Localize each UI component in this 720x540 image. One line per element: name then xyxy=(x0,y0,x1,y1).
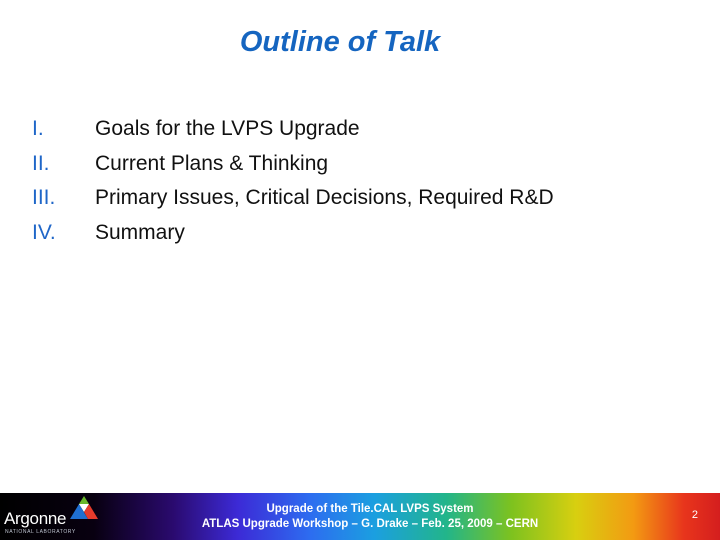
logo-text: Argonne xyxy=(4,509,67,528)
outline-item xyxy=(32,181,692,216)
outline-item xyxy=(32,147,692,182)
outline-item-text: Primary Issues, Critical Decisions, Required R&D xyxy=(95,186,554,209)
logo-subtext: NATIONAL LABORATORY xyxy=(5,529,76,535)
outline-numeral: IV. xyxy=(32,220,56,244)
outline-item xyxy=(32,216,692,251)
footer-line-2: ATLAS Upgrade Workshop – G. Drake – Feb. 25, 2009 – CERN xyxy=(201,518,539,530)
outline-numeral: II. xyxy=(32,151,50,175)
outline-numeral: I. xyxy=(32,117,44,140)
slide-title: Outline of Talk xyxy=(239,26,441,58)
argonne-logo xyxy=(4,495,100,537)
footer-line-1: Upgrade of the Tile.CAL LVPS System xyxy=(266,503,474,515)
outline-item-text: Summary xyxy=(95,220,185,244)
argonne-triangle-logo-icon xyxy=(68,495,100,521)
outline-item-text: Goals for the LVPS Upgrade xyxy=(95,117,360,140)
footer-bar xyxy=(0,493,720,540)
page-number: 2 xyxy=(691,509,698,521)
outline-numeral: III. xyxy=(32,186,56,209)
footer-caption xyxy=(170,502,570,532)
outline-item-text: Current Plans & Thinking xyxy=(95,151,329,175)
outline-item xyxy=(32,112,692,147)
outline-list xyxy=(32,112,692,250)
